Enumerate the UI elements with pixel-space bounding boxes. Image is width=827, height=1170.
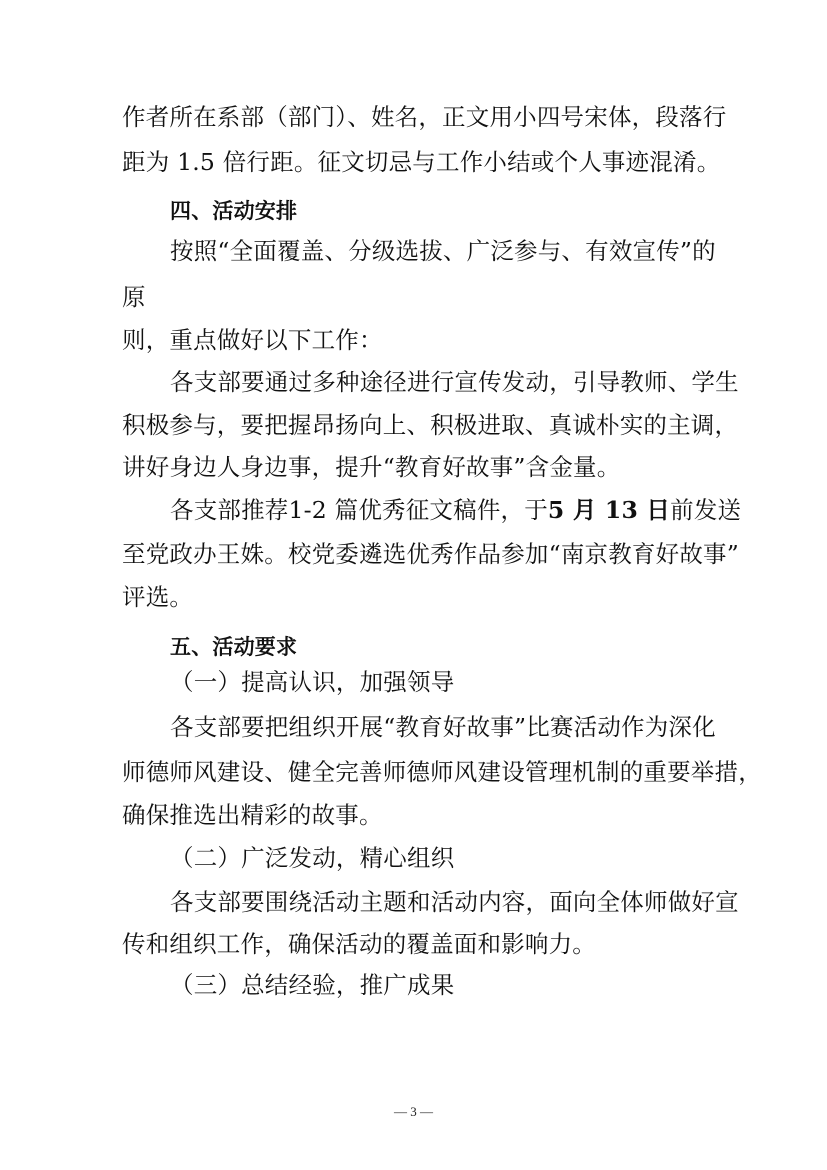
subsection-heading: （二）广泛发动，精心组织 [170, 844, 455, 872]
body-line: 传和组织工作，确保活动的覆盖面和影响力。 [122, 930, 596, 958]
section-heading: 五、活动要求 [170, 635, 298, 659]
body-line: 评选。 [122, 583, 194, 611]
body-text: 前发送 [670, 496, 742, 524]
body-line [170, 495, 741, 525]
page-number: — 3 — [394, 1104, 433, 1119]
body-line: 距为 1.5 倍行距。征文切忌与工作小结或个人事迹混淆。 [122, 148, 721, 176]
body-text: “南京教育好故事” [548, 540, 739, 568]
body-line: 确保推选出精彩的故事。 [122, 801, 383, 829]
deadline-date: 5 月 13 日 [547, 496, 671, 524]
body-line: 各支部要通过多种途径进行宣传发动，引导教师、学生 [170, 368, 739, 396]
body-line: 则，重点做好以下工作： [122, 326, 383, 354]
body-text: 各支部推荐1-2 篇优秀征文稿件，于 [170, 496, 548, 524]
section-heading: 四、活动安排 [170, 199, 298, 223]
subsection-heading: （三）总结经验，推广成果 [170, 971, 455, 999]
body-line: 各支部要围绕活动主题和活动内容，面向全体师做好宣 [170, 888, 739, 916]
body-line: 各支部要把组织开展“教育好故事”比赛活动作为深化 [170, 713, 716, 741]
body-line [122, 539, 739, 569]
body-text: 至党政办王姝。校党委遴选优秀作品参加 [122, 540, 549, 568]
body-line: 作者所在系部（部门）、姓名，正文用小四号宋体，段落行 [122, 103, 727, 131]
body-line: 积极参与，要把握昂扬向上、积极进取、真诚朴实的主调， [122, 411, 739, 439]
body-line: 师德师风建设、健全完善师德师风建设管理机制的重要举措， [122, 758, 762, 786]
subsection-heading: （一）提高认识，加强领导 [170, 668, 455, 696]
body-line: 讲好身边人身边事，提升“教育好故事”含金量。 [122, 453, 621, 481]
body-line: 原 [122, 283, 146, 311]
body-line: 按照“全面覆盖、分级选拔、广泛参与、有效宣传”的 [170, 237, 716, 265]
